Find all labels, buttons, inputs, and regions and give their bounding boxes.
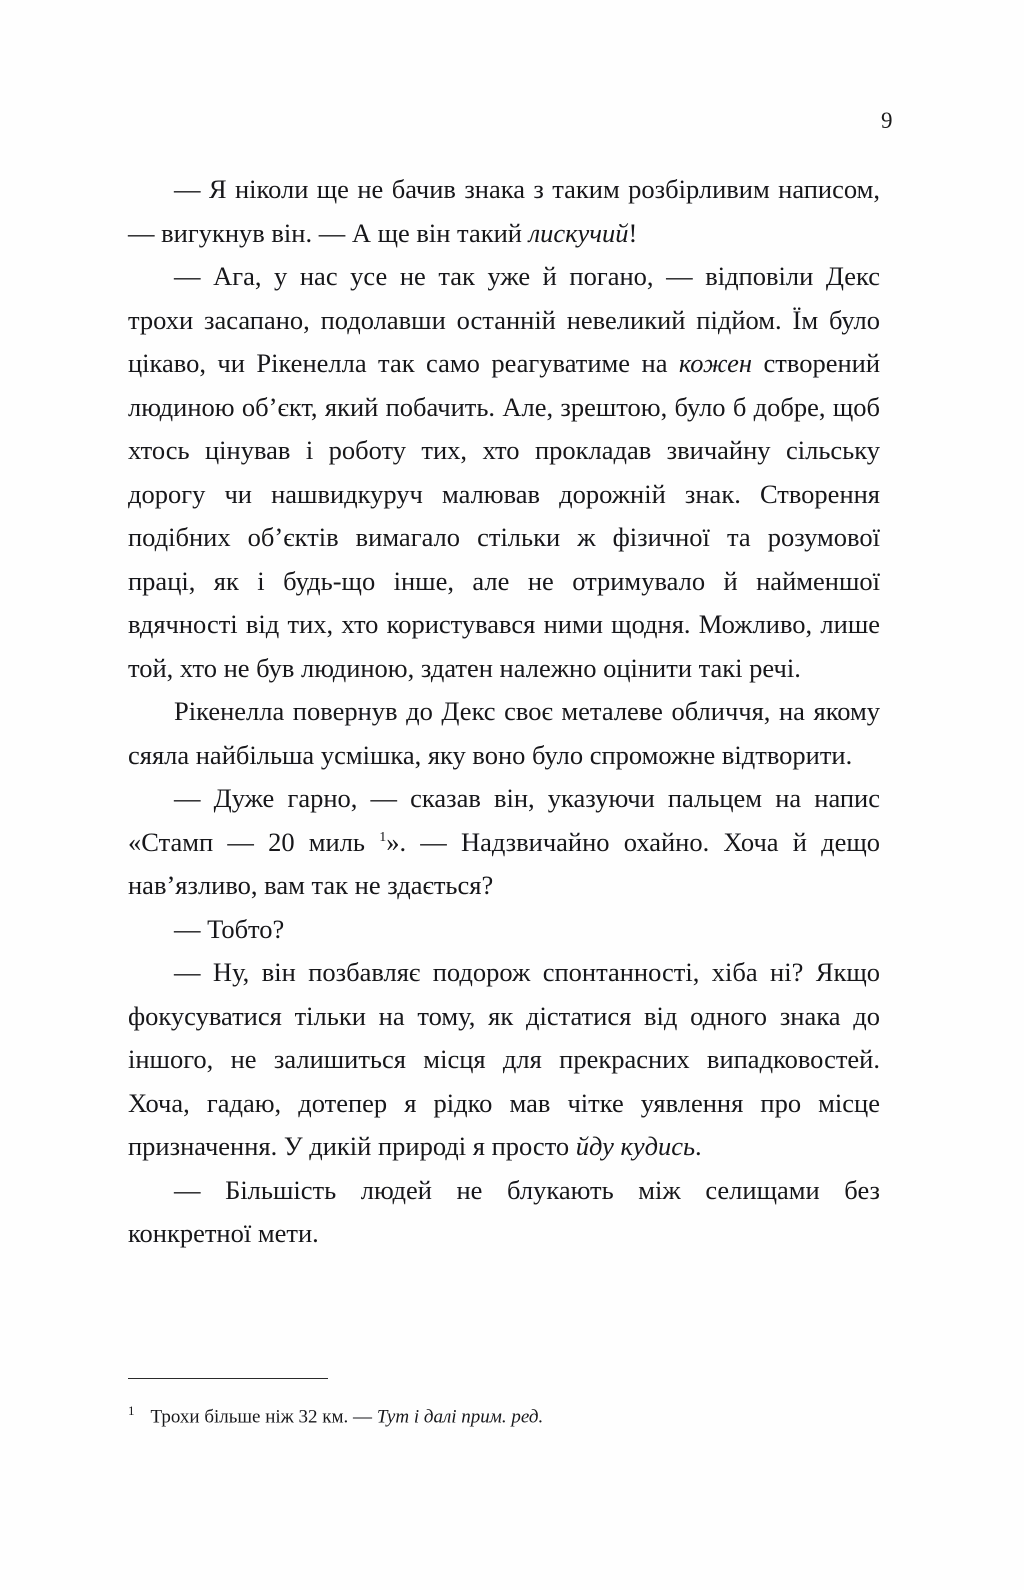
- paragraph: [128, 690, 880, 777]
- paragraph: [128, 908, 880, 952]
- paragraph: [128, 255, 880, 690]
- text-run: ». — Надзвичайно охайно. Хоча й дещо нав’язливо, вам так не здається?: [128, 826, 880, 900]
- paragraph: [128, 1169, 880, 1256]
- emphasis-text: йду кудись: [575, 1131, 696, 1161]
- paragraph: [128, 777, 880, 908]
- footnote-marker: 1: [128, 1403, 135, 1418]
- emphasis-text: кожен: [678, 348, 753, 378]
- text-run: .: [695, 1131, 702, 1161]
- footnote-area: [128, 1378, 880, 1431]
- text-run: — Ну, він позбавляє подорож спонтанності, хіба ні? Якщо фокусуватися тільки на тому, як дістатися від одного знака до іншого, не залишиться місця для прекрасних випадковостей. Хоча, гадаю, дотепер я рідко мав чітке уявлення про місце призначення. У дикій природі я просто: [128, 957, 880, 1161]
- text-run: — Тобто?: [174, 913, 285, 944]
- text-run: — Ага, у нас усе не так уже й погано, — відповіли Декс трохи засапано, подолавши останній невеликий підйом. Їм було цікаво, чи Рікенелла так само реагуватиме на: [128, 261, 880, 378]
- paragraph: [128, 168, 880, 255]
- text-run: створений людиною об’єкт, який побачить. Але, зрештою, було б добре, щоб хтось цінував і роботу тих, хто прокладав звичайну сільську дорогу чи нашвидкуруч малював дорожній знак. Створення подібних об’єктів вимагало стільки ж фізичної та розумової праці, як і будь-що інше, але не отримувало й найменшої вдячності від тих, хто користувався ними щодня. Можливо, лише той, хто не був людиною, здатен належно оцінити такі речі.: [128, 348, 880, 683]
- text-run: !: [628, 217, 638, 248]
- text-run: — Більшість людей не блукають між селищами без конкретної мети.: [128, 1174, 880, 1248]
- page-number: 9: [881, 108, 893, 133]
- text-run: Трохи більше ніж 32 км. —: [150, 1406, 377, 1428]
- text-run: Рікенелла повернув до Декс своє металеве обличчя, на якому сяяла найбільша усмішка, яку воно було спроможне відтворити.: [128, 696, 880, 770]
- emphasis-text: Тут і далі прим. ред.: [376, 1406, 544, 1428]
- page-body-text: [128, 168, 880, 1256]
- footnote-text: [128, 1397, 880, 1431]
- text-run: — Дуже гарно, — сказав він, указуючи пальцем на напис «Стамп — 20 миль: [128, 783, 880, 857]
- text-run: — Я ніколи ще не бачив знака з таким розбірливим написом, — вигукнув він. — А ще він такий: [128, 174, 880, 248]
- emphasis-text: лискучий: [528, 217, 629, 248]
- footnote-reference[interactable]: 1: [379, 829, 387, 845]
- footnote-separator-rule: [128, 1378, 328, 1379]
- paragraph: [128, 951, 880, 1169]
